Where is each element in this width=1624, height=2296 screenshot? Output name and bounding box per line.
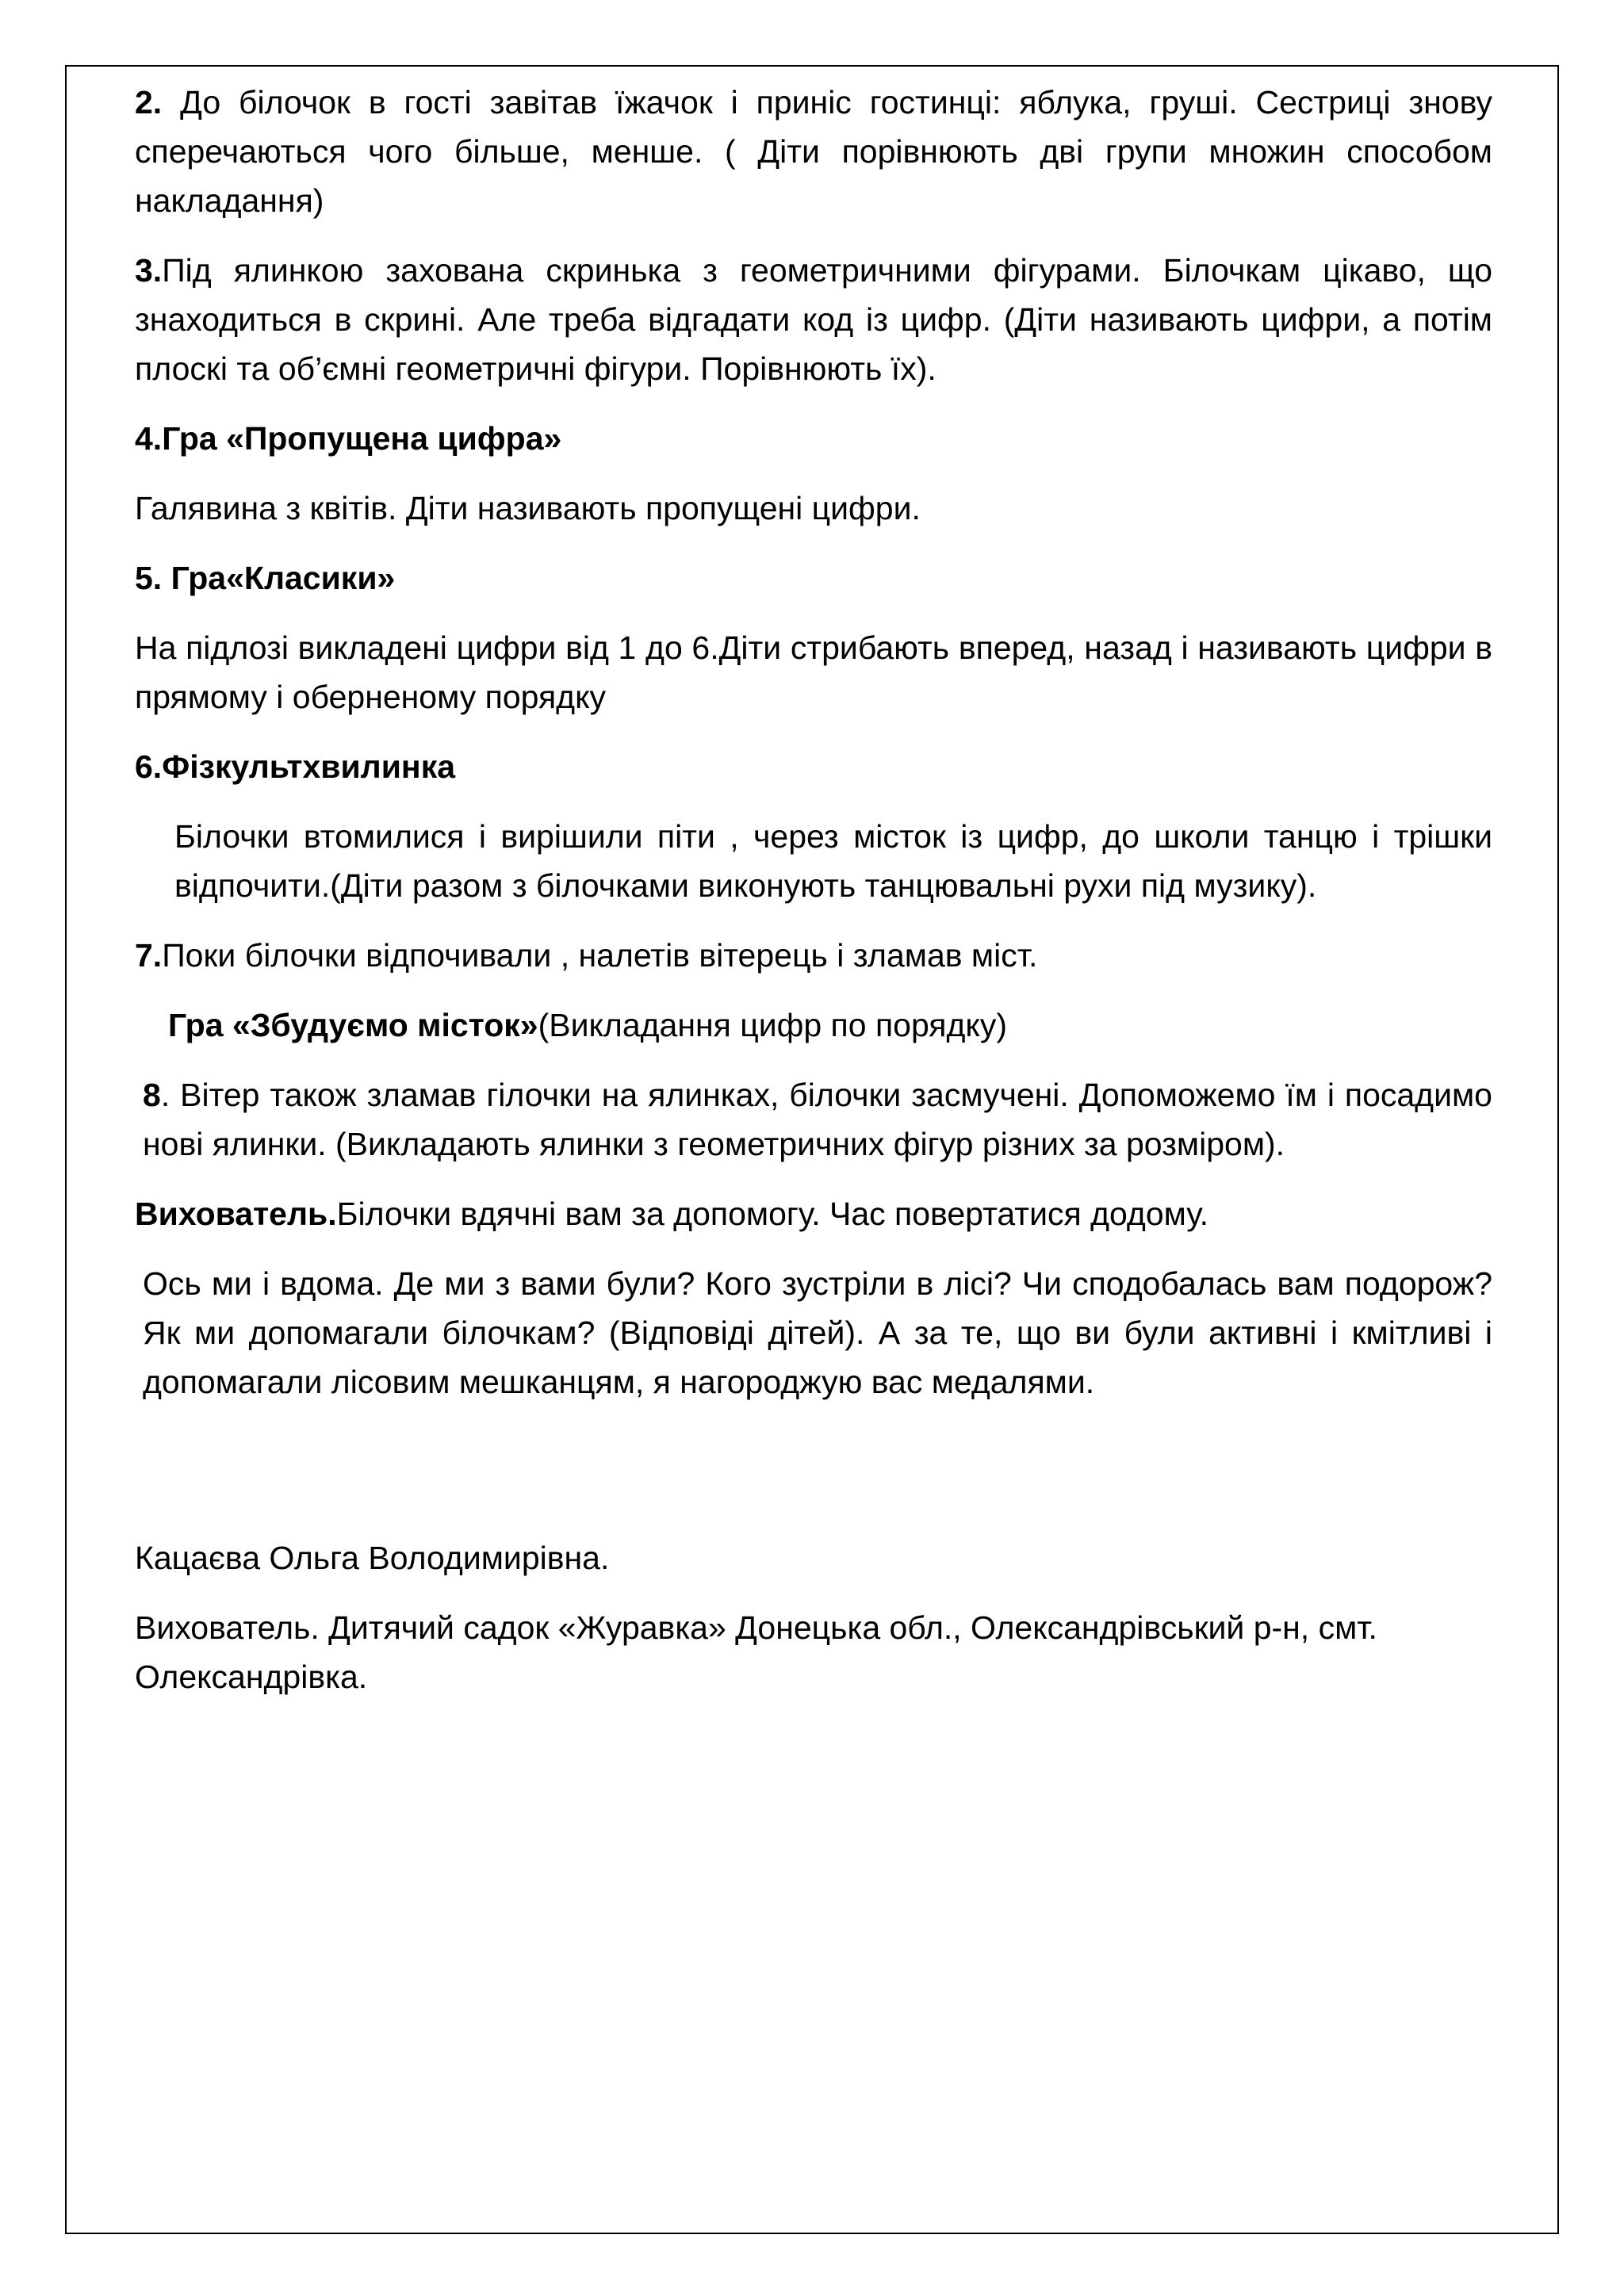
paragraph-3-text: Під ялинкою захована скринька з геометричними фігурами. Білочкам цікаво, що знаходиться в скрині. Але треба відгадати код із цифр. (Діти називають цифри, а потім плоскі та об’ємні геометричні фігури. Порівнюють їх).: [135, 252, 1492, 387]
paragraph-8-number: 8: [143, 1077, 161, 1113]
paragraph-2-text: До білочок в гості завітав їжачок і приніс гостинці: яблука, груші. Сестриці знову сперечаються чого більше, менше. ( Діти порівнюють дві групи множин способом накладання): [135, 84, 1492, 219]
heading-6-text: 6.Фізкультхвилинка: [135, 748, 456, 785]
teacher-text: Білочки вдячні вам за допомогу. Час повертатися додому.: [336, 1196, 1209, 1232]
closing-paragraph: Ось ми і вдома. Де ми з вами були? Кого зустріли в лісі? Чи сподобалась вам подорож? Як ми допомагали білочкам? (Відповіді дітей). А за те, що ви були активні і кмітливі і допомагали лісовим мешканцям, я нагороджую вас медалями.: [143, 1265, 1492, 1400]
heading-5: [135, 553, 1492, 603]
paragraph-8-text: . Вітер також зламав гілочки на ялинках, білочки засмучені. Допоможемо їм і посадимо нові ялинки. (Викладають ялинки з геометричних фігур різних за розміром).: [143, 1077, 1492, 1162]
paragraph-3-number: 3.: [135, 252, 163, 289]
paragraph-2: [135, 78, 1492, 225]
game-7: [135, 1001, 1492, 1050]
paragraph-6: Білочки втомилися і вирішили піти , через місток із цифр, до школи танцю і трішки відпочити.(Діти разом з білочками виконують танцювальні рухи під музику).: [174, 818, 1492, 904]
paragraph-8: [135, 1070, 1492, 1169]
teacher-remark: [135, 1189, 1492, 1238]
paragraph-2-number: 2.: [135, 84, 163, 121]
heading-5-text: 5. Гра«Класики»: [135, 560, 396, 596]
teacher-label: Вихователь.: [135, 1196, 337, 1232]
game-7-title: Гра «Збудуємо місток»: [168, 1007, 538, 1043]
paragraph-7-number: 7.: [135, 937, 163, 974]
author-affiliation: Вихователь. Дитячий садок «Журавка» Донецька обл., Олександрівський р-н, смт. Олександрівка.: [135, 1609, 1377, 1695]
heading-4-text: 4.Гра «Пропущена цифра»: [135, 420, 562, 457]
paragraph-7-text: Поки білочки відпочивали , налетів вітерець і зламав міст.: [162, 937, 1038, 974]
heading-4: [135, 414, 1492, 463]
paragraph-5: На підлозі викладені цифри від 1 до 6.Діти стрибають вперед, назад і називають цифри в прямому і оберненому порядку: [135, 629, 1492, 715]
document-body: [135, 78, 1492, 1701]
paragraph-7: [135, 931, 1492, 980]
paragraph-3: [135, 246, 1492, 393]
author-name: Кацаєва Ольга Володимирівна.: [135, 1540, 610, 1576]
heading-6: [135, 742, 1492, 791]
paragraph-4: Галявина з квітів. Діти називають пропущені цифри.: [135, 490, 921, 526]
game-7-text: (Викладання цифр по порядку): [538, 1007, 1007, 1043]
